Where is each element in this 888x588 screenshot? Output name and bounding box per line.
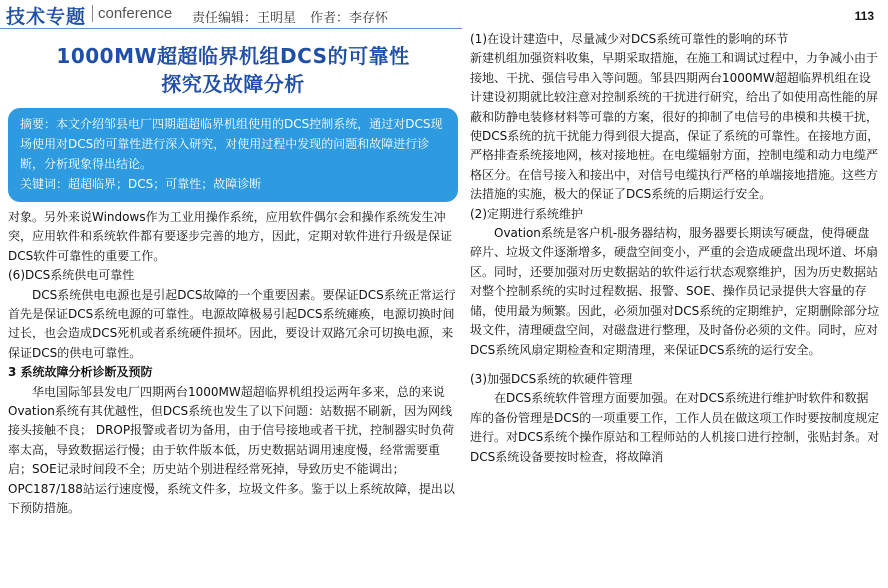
subheading: (3)加强DCS系统的软硬件管理 [470,371,633,386]
subheading: (6)DCS系统供电可靠性 [8,268,135,283]
section-heading: 3 系统故障分析诊断及预防 [8,365,153,380]
right-column [470,30,880,467]
paragraph: 新建机组加强资料收集，早期采取措施，在施工和调试过程中，力争减小由于接地、干扰、强信号串入等问题。邹县四期两台1000MW超超临界机组在设计建设初期就比较注意对控制系统的干扰进行研究，给出了如使用高性能的屏蔽和防静电装修材料等可靠的方案，很好的抑制了电信号的串模和共模干扰，使DCS系统的抗干扰能力得到很大提高，保证了系统的可靠性。在接地方面，严格排查系统接地网，核对接地桩。在电缆辐射方面，控制电缆和动力电缆严格区分。在信号接入和接出中，对信号电缆执行严格的单端接地措施。这些方法措施的实施，极大的保证了DCS系统的后期运行安全。 [470,51,880,202]
page-header [0,0,888,30]
page-number: 113 [854,9,874,23]
responsible-editor: 责任编辑：王明星 [192,11,297,26]
abstract-box [8,108,458,202]
column-brand-subtitle: conference [92,5,172,22]
title-line-2: 探究及故障分析 [161,72,305,96]
header-divider [0,28,462,29]
abstract-text: 摘要：本文介绍邹县电厂四期超超临界机组使用的DCS控制系统，通过对DCS现场使用对DCS的可靠性进行深入研究，对使用过程中发现的问题和故障进行诊断，分析现象得出结论。 [20,117,443,171]
paragraph: 华电国际邹县发电厂四期两台1000MW超超临界机组投运两年多来，总的来说Ovation系统有其优越性，但DCS系统也发生了以下问题：站数据不刷新，因为网线接头接触不良； DROP报警或者切为备用，由于信号接地或者干扰，控制器实时负荷率太高，导致数据运行慢；由于软件版本低，历史数据站调用速度慢，经常需要重启；SOE记录时间段不全；历史站个别进程经常死掉，导致历史不能调出；OPC187/188站运行速度慢，系统文件多，垃圾文件多。鉴于以上系统故障，提出以下预防措施。 [8,384,455,516]
subheading: (1)在设计建造中，尽量减少对DCS系统可靠性的影响的环节 [470,32,789,46]
paragraph: DCS系统供电电源也是引起DCS故障的一个重要因素。要保证DCS系统正常运行首先是保证DCS系统电源的可靠性。电源故障极易引起DCS系统瘫痪，电源切换时间过长，也会造成DCS死机或者系统硬件损坏。因此，要设计双路冗余可切换电源，来保证DCS的供电可靠性。 [8,287,456,360]
article-title [8,42,458,98]
subheading: (2)定期进行系统维护 [470,206,583,221]
article-author: 作者：李存怀 [310,11,389,26]
paragraph: 在DCS系统软件管理方面要加强。在对DCS系统进行维护时软件和数据库的备份管理是DCS的一项重要工作，工作人员在做这项工作时要按制度规定进行。对DCS系统个操作原站和工程师站的人机接口进行控制，张贴封条。对DCS系统设备要按时检查，将故障消 [470,391,880,464]
paragraph: Ovation系统是客户机-服务器结构，服务器要长期读写硬盘，使得硬盘碎片、垃圾文件逐渐增多，硬盘空间变小，严重的会造成硬盘出现坏道、坏扇区。同时，还要加强对历史数据站的软件运行状态观察维护，因为历史数据站对整个控制系统的实时过程数据、报警、SOE、操作员记录提供大容量的存储，使用最为频繁。因此，必须加强对DCS系统的定期维护，定期删除部分垃圾文件，清理硬盘空间，对磁盘进行整理，及时备份必须的文件。同时，应对DCS系统风扇定期检查和定期清理，来保证DCS系统的运行安全。 [470,226,880,357]
left-body-text [8,208,458,519]
spacer [470,360,880,370]
column-brand: 技术专题 [6,6,87,28]
left-column [8,34,458,519]
keywords-text: 关键词：超超临界；DCS；可靠性；故障诊断 [20,177,262,191]
title-line-1: 1000MW超超临界机组DCS的可靠性 [56,44,410,68]
paragraph: 对象。另外来说Windows作为工业用操作系统，应用软件偶尔会和操作系统发生冲突，应用软件和系统软件都有要逐步完善的地方，因此，定期对软件进行升级是保证DCS软件可靠性的重要工作。 [8,210,453,263]
